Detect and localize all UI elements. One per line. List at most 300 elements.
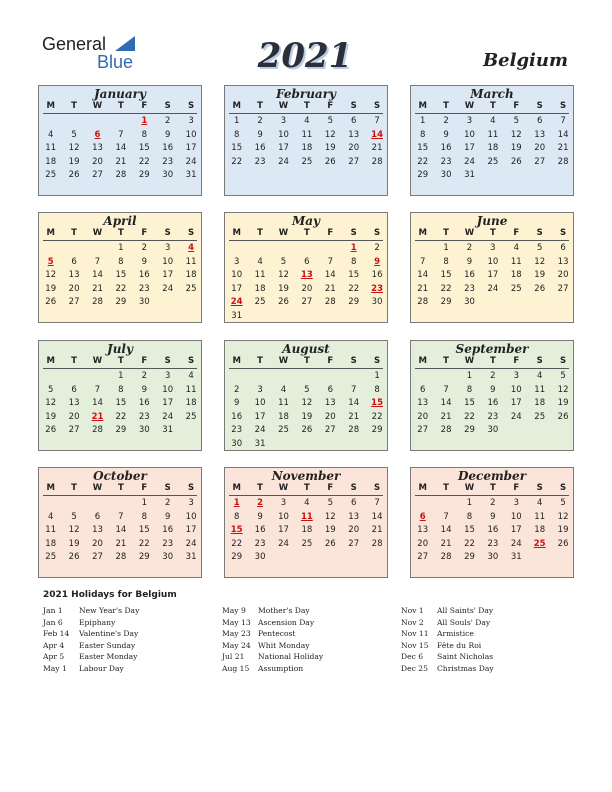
weekday-label: F (327, 483, 334, 493)
day-cell: 5 (71, 511, 77, 522)
weekday-label: T (443, 356, 449, 366)
day-cell: 17 (487, 270, 499, 281)
day-cell: 9 (164, 129, 171, 140)
day-cell: 18 (510, 270, 522, 281)
day-cell: 31 (185, 552, 197, 563)
weekday-label: T (117, 483, 124, 493)
day-cell: 28 (348, 425, 360, 436)
day-cell: 29 (138, 170, 150, 181)
day-cell: 25 (45, 552, 57, 563)
day-cell: 24 (254, 425, 266, 436)
weekday-label: M (232, 101, 241, 111)
day-cell: 3 (280, 498, 287, 508)
weekday-label: S (164, 101, 171, 111)
day-cell: 13 (417, 525, 429, 536)
day-cell: 4 (304, 498, 310, 508)
month-august (224, 340, 388, 451)
day-cell: 5 (327, 116, 333, 126)
day-cell: 3 (188, 116, 194, 126)
day-cell: 6 (560, 243, 566, 253)
weekday-label: T (489, 356, 496, 366)
weekday-label: W (92, 101, 103, 111)
day-cell: 29 (231, 552, 243, 563)
day-cell: 29 (115, 297, 127, 308)
day-cell: 12 (534, 256, 546, 267)
day-cell: 11 (300, 511, 313, 522)
day-cell: 21 (324, 283, 336, 294)
weekday-divider (415, 368, 569, 369)
day-cell: 11 (510, 256, 522, 267)
day-cell: 13 (324, 398, 336, 409)
holiday-date: May 23 (222, 629, 251, 639)
day-cell: 8 (141, 511, 147, 522)
day-cell: 4 (280, 384, 287, 395)
weekday-label: M (232, 356, 241, 366)
day-cell: 10 (487, 256, 499, 267)
holiday-column (43, 605, 139, 675)
holiday-date: Nov 11 (401, 629, 429, 639)
weekday-label: T (257, 228, 263, 238)
day-cell: 3 (280, 116, 287, 126)
day-cell: 27 (417, 552, 429, 563)
day-cell: 16 (371, 270, 383, 281)
weekday-header (39, 101, 201, 113)
weekday-label: T (303, 356, 310, 366)
weekday-label: F (141, 228, 148, 238)
weekday-header (411, 356, 573, 368)
day-cell: 22 (464, 411, 475, 422)
day-cell: 14 (417, 270, 429, 281)
day-cell: 20 (348, 525, 360, 536)
day-cell: 8 (118, 256, 124, 267)
day-cell: 1 (141, 116, 148, 126)
weekday-label: T (257, 101, 263, 111)
day-cell: 28 (440, 425, 452, 436)
day-cell: 12 (278, 270, 289, 281)
day-cell: 1 (419, 116, 426, 126)
month-name: May (291, 214, 321, 228)
day-cell: 19 (557, 398, 569, 409)
day-cell: 4 (513, 243, 519, 253)
month-name: January (94, 87, 146, 101)
weekday-label: T (303, 101, 310, 111)
weekday-label: W (278, 356, 289, 366)
day-cell: 10 (278, 129, 289, 140)
weekday-label: T (117, 228, 124, 238)
weekday-label: F (141, 483, 148, 493)
day-cell: 25 (278, 425, 289, 436)
day-cell: 27 (534, 156, 546, 167)
day-cell: 17 (162, 398, 174, 409)
day-cell: 20 (534, 143, 546, 154)
day-cell: 17 (278, 525, 289, 536)
day-cell: 25 (185, 411, 197, 422)
day-cell: 15 (440, 270, 452, 281)
day-cell: 25 (45, 170, 57, 181)
day-cell: 22 (231, 538, 243, 549)
day-cell: 4 (257, 256, 263, 267)
day-cell: 11 (45, 143, 57, 154)
day-cell: 22 (138, 156, 150, 167)
holiday-row (222, 628, 323, 640)
day-cell: 13 (417, 398, 429, 409)
day-cell: 18 (45, 538, 57, 549)
day-cell: 2 (164, 498, 171, 508)
day-cell: 27 (557, 283, 569, 294)
holiday-date: Jan 6 (43, 617, 63, 627)
day-cell: 10 (185, 129, 197, 140)
holiday-name: Valentine's Day (79, 629, 139, 639)
holiday-name: New Year's Day (79, 606, 140, 615)
day-cell: 8 (141, 129, 147, 140)
day-cell: 14 (92, 270, 103, 281)
day-cell: 2 (141, 243, 147, 253)
weekday-label: W (278, 228, 289, 238)
weekday-divider (229, 495, 383, 496)
day-cell: 19 (534, 270, 546, 281)
day-cell: 28 (440, 552, 452, 563)
weekday-label: W (92, 228, 103, 238)
day-cell: 26 (557, 538, 569, 549)
holiday-row (401, 628, 494, 640)
weekday-label: S (188, 228, 195, 238)
day-cell: 6 (350, 498, 357, 508)
day-cell: 6 (536, 116, 543, 126)
day-cell: 2 (164, 116, 171, 126)
day-cell: 4 (536, 498, 543, 508)
day-cell: 23 (231, 425, 243, 436)
day-cell: 7 (560, 116, 566, 126)
day-cell: 21 (115, 156, 127, 167)
day-cell: 20 (557, 270, 569, 281)
day-cell: 7 (374, 116, 380, 126)
day-cell: 15 (464, 398, 475, 409)
day-cell: 14 (371, 129, 383, 140)
day-cell: 9 (466, 256, 473, 267)
day-cell: 31 (510, 552, 522, 563)
day-cell: 25 (533, 538, 546, 549)
day-cell: 19 (324, 525, 336, 536)
day-cell: 4 (536, 371, 543, 381)
day-cell: 2 (490, 371, 496, 381)
holiday-name: Fête du Roi (437, 640, 482, 650)
day-cell: 12 (557, 511, 569, 522)
day-cell: 29 (115, 425, 127, 436)
weekday-label: S (164, 483, 171, 493)
day-cell: 5 (280, 256, 287, 267)
day-cell: 24 (510, 538, 522, 549)
day-cell: 12 (68, 525, 80, 536)
day-cell: 8 (374, 384, 380, 395)
day-cell: 9 (233, 398, 240, 409)
day-cell: 16 (464, 270, 475, 281)
day-cell: 12 (301, 398, 313, 409)
day-cell: 14 (115, 525, 127, 536)
day-cell: 23 (254, 538, 266, 549)
day-cell: 23 (371, 283, 383, 294)
day-cell: 4 (47, 511, 54, 522)
day-cell: 23 (487, 538, 499, 549)
day-cell: 25 (510, 283, 522, 294)
day-cell: 21 (115, 538, 127, 549)
day-cell: 10 (162, 256, 174, 267)
day-cell: 1 (118, 371, 124, 381)
weekday-label: S (188, 356, 195, 366)
day-cell: 30 (138, 297, 150, 308)
day-cell: 26 (324, 156, 336, 167)
day-cell: 3 (188, 498, 194, 508)
day-cell: 13 (92, 143, 103, 154)
day-cell: 21 (91, 411, 104, 422)
day-cell: 16 (440, 143, 452, 154)
weekday-label: S (374, 356, 381, 366)
day-cell: 19 (45, 411, 57, 422)
day-cell: 20 (348, 143, 360, 154)
day-cell: 17 (185, 525, 197, 536)
weekday-label: S (350, 228, 357, 238)
day-cell: 29 (371, 425, 383, 436)
day-cell: 12 (68, 143, 80, 154)
day-cell: 30 (371, 297, 383, 308)
weekday-label: T (71, 101, 77, 111)
day-cell: 9 (443, 129, 449, 140)
day-cell: 29 (417, 170, 429, 181)
logo-general-text: General (42, 34, 107, 54)
day-cell: 16 (162, 525, 174, 536)
day-cell: 30 (487, 425, 499, 436)
holiday-row (222, 605, 323, 617)
weekday-label: T (489, 101, 496, 111)
day-cell: 31 (231, 311, 243, 321)
holiday-name: Epiphany (79, 617, 116, 627)
weekday-label: S (350, 101, 357, 111)
day-cell: 17 (162, 270, 174, 281)
day-cell: 19 (68, 156, 80, 167)
weekday-label: T (117, 101, 124, 111)
holiday-column (222, 605, 323, 675)
day-cell: 28 (417, 297, 429, 308)
day-cell: 31 (162, 425, 174, 436)
day-cell: 21 (440, 538, 452, 549)
holiday-row (401, 617, 494, 629)
day-cell: 23 (254, 156, 266, 167)
day-cell: 15 (231, 143, 243, 154)
holiday-date: Jan 1 (43, 606, 63, 615)
day-cell: 8 (233, 511, 240, 522)
day-cell: 18 (254, 283, 266, 294)
holiday-date: May 24 (222, 640, 251, 650)
day-cell: 15 (230, 525, 243, 536)
day-cell: 22 (115, 283, 127, 294)
day-cell: 27 (92, 552, 103, 563)
day-cell: 25 (301, 156, 313, 167)
day-cell: 17 (510, 398, 522, 409)
day-cell: 5 (47, 256, 54, 267)
day-cell: 21 (440, 411, 452, 422)
day-cell: 26 (68, 552, 80, 563)
day-cell: 14 (115, 143, 127, 154)
weekday-label: S (536, 101, 543, 111)
holiday-date: Dec 25 (401, 663, 428, 673)
day-cell: 9 (164, 511, 171, 522)
weekday-label: F (513, 101, 520, 111)
day-cell: 6 (94, 129, 101, 140)
holiday-column (401, 605, 494, 675)
month-name: March (470, 87, 514, 101)
day-cell: 10 (510, 384, 522, 395)
day-cell: 31 (464, 170, 475, 181)
day-cell: 16 (231, 411, 243, 422)
weekday-label: S (188, 101, 195, 111)
day-cell: 18 (278, 411, 289, 422)
weekday-label: S (536, 356, 543, 366)
holiday-row (401, 605, 494, 617)
day-cell: 22 (464, 538, 475, 549)
country-name: Belgium (482, 50, 568, 71)
day-cell: 21 (557, 143, 569, 154)
day-cell: 24 (162, 411, 174, 422)
holiday-row (43, 663, 139, 675)
month-name: October (93, 469, 147, 483)
day-cell: 24 (487, 283, 499, 294)
weekday-label: W (278, 483, 289, 493)
day-cell: 30 (162, 170, 174, 181)
weekday-label: S (350, 483, 357, 493)
weekday-label: T (303, 483, 310, 493)
day-cell: 5 (560, 498, 566, 508)
day-cell: 13 (300, 270, 313, 281)
day-cell: 8 (350, 256, 357, 267)
day-cell: 5 (327, 498, 333, 508)
weekday-label: T (489, 228, 496, 238)
day-cell: 23 (162, 156, 174, 167)
day-cell: 28 (557, 156, 569, 167)
weekday-header (411, 101, 573, 113)
day-cell: 21 (371, 143, 383, 154)
day-cell: 12 (324, 129, 336, 140)
day-cell: 9 (374, 256, 381, 267)
day-cell: 8 (419, 129, 426, 140)
day-cell: 12 (510, 129, 522, 140)
day-cell: 21 (348, 411, 360, 422)
weekday-header (39, 356, 201, 368)
day-cell: 13 (68, 398, 80, 409)
day-cell: 23 (464, 283, 475, 294)
weekday-header (411, 228, 573, 240)
day-cell: 20 (324, 411, 336, 422)
weekday-label: S (188, 483, 195, 493)
day-cell: 7 (94, 384, 101, 395)
day-cell: 7 (94, 256, 101, 267)
weekday-label: F (327, 101, 334, 111)
day-cell: 15 (138, 143, 150, 154)
day-cell: 21 (371, 525, 383, 536)
day-cell: 15 (138, 525, 150, 536)
day-cell: 22 (115, 411, 127, 422)
weekday-label: T (257, 356, 263, 366)
day-cell: 13 (557, 256, 569, 267)
weekday-header (39, 483, 201, 495)
page-title-year: 2021 (257, 36, 353, 76)
day-cell: 6 (350, 116, 357, 126)
day-cell: 16 (162, 143, 174, 154)
day-cell: 4 (304, 116, 310, 126)
weekday-label: S (374, 483, 381, 493)
day-cell: 20 (417, 538, 429, 549)
holiday-name: Saint Nicholas (437, 652, 494, 662)
day-cell: 27 (68, 425, 80, 436)
day-cell: 9 (257, 129, 263, 140)
day-cell: 23 (162, 538, 174, 549)
month-name: February (275, 87, 336, 101)
weekday-label: T (257, 483, 263, 493)
day-cell: 25 (301, 538, 313, 549)
holiday-date: Aug 15 (222, 663, 250, 673)
day-cell: 19 (301, 411, 313, 422)
holiday-row (222, 640, 323, 652)
day-cell: 3 (513, 371, 519, 381)
day-cell: 1 (233, 116, 240, 126)
holiday-date: Apr 5 (43, 652, 65, 662)
weekday-label: T (443, 101, 449, 111)
day-cell: 17 (464, 143, 475, 154)
day-cell: 18 (534, 398, 546, 409)
weekday-label: T (443, 483, 449, 493)
weekday-label: M (418, 228, 427, 238)
day-cell: 14 (440, 525, 452, 536)
month-name: November (271, 469, 341, 483)
holiday-date: May 1 (43, 663, 67, 673)
day-cell: 27 (92, 170, 103, 181)
weekday-label: S (164, 356, 171, 366)
day-cell: 17 (510, 525, 522, 536)
day-cell: 18 (487, 143, 499, 154)
weekday-divider (229, 240, 383, 241)
weekday-label: M (46, 356, 55, 366)
day-cell: 16 (487, 525, 499, 536)
day-cell: 3 (513, 498, 519, 508)
day-cell: 11 (301, 129, 313, 140)
day-cell: 24 (464, 156, 475, 167)
day-cell: 12 (45, 270, 57, 281)
holiday-row (43, 605, 139, 617)
day-cell: 29 (464, 425, 475, 436)
day-cell: 15 (464, 525, 475, 536)
day-cell: 17 (231, 283, 243, 294)
day-cell: 9 (490, 384, 496, 395)
day-cell: 1 (466, 371, 473, 381)
day-cell: 10 (278, 511, 289, 522)
day-cell: 5 (304, 384, 310, 395)
weekday-label: S (350, 356, 357, 366)
day-cell: 16 (138, 398, 150, 409)
day-cell: 6 (327, 384, 333, 395)
day-cell: 11 (45, 525, 57, 536)
weekday-divider (43, 113, 197, 114)
day-cell: 28 (115, 170, 127, 181)
day-cell: 13 (348, 511, 360, 522)
logo-blue-text: Blue (97, 52, 134, 72)
weekday-label: M (232, 228, 241, 238)
day-cell: 19 (557, 525, 569, 536)
day-cell: 2 (374, 243, 380, 253)
day-cell: 26 (324, 538, 336, 549)
day-cell: 18 (301, 143, 313, 154)
day-cell: 15 (115, 398, 127, 409)
weekday-label: S (374, 228, 381, 238)
weekday-label: W (278, 101, 289, 111)
day-cell: 3 (164, 243, 171, 253)
